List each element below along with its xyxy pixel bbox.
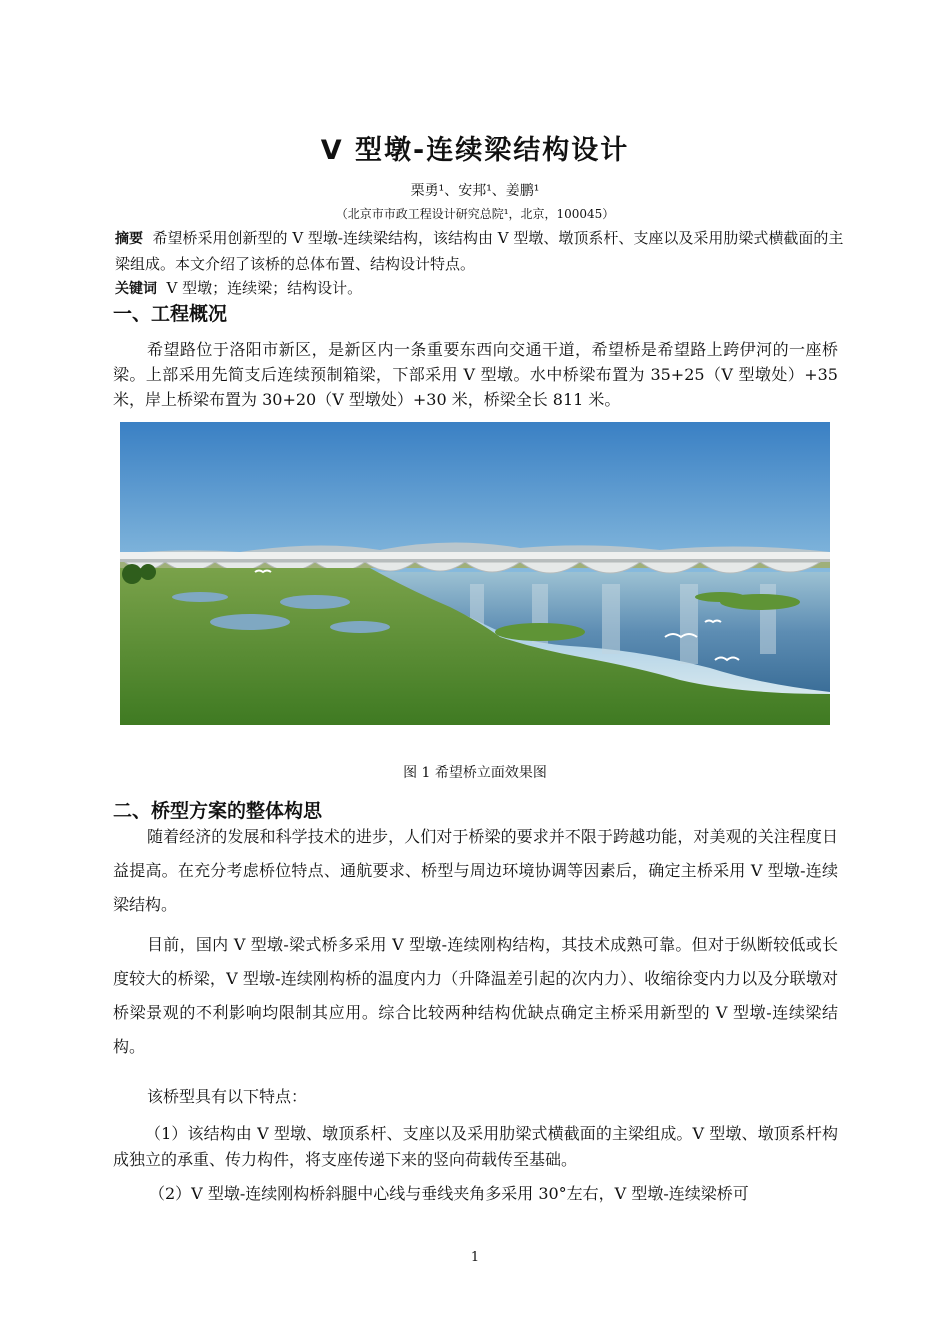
paragraph: 该桥型具有以下特点： — [147, 1087, 308, 1106]
bridge-illustration — [120, 422, 830, 725]
keywords-label: 关键词 — [115, 281, 157, 297]
section-heading-1: 一、工程概况 — [113, 303, 228, 325]
paper-title: V 型墩-连续梁结构设计 — [320, 135, 630, 166]
section-2-body — [113, 820, 838, 1064]
keywords-text: V 型墩；连续梁；结构设计。 — [166, 279, 363, 297]
figure-caption: 图 1 希望桥立面效果图 — [403, 765, 547, 781]
abstract-label: 摘要 — [115, 231, 143, 247]
bridge-rendering-figure — [120, 422, 830, 725]
feature-1 — [113, 1121, 838, 1173]
authors: 栗勇¹、安邦¹、姜鹏¹ — [410, 183, 540, 199]
section-heading-2: 二、桥型方案的整体构思 — [113, 800, 323, 822]
features-intro — [113, 1084, 838, 1109]
paragraph: （1）该结构由 V 型墩、墩顶系杆、支座以及采用肋梁式横截面的主梁组成。V 型墩、墩顶系杆构成独立的承重、传力构件，将支座传递下来的竖向荷载传至基础。 — [113, 1124, 838, 1169]
abstract — [115, 226, 850, 277]
paragraph: （2）V 型墩-连续刚构桥斜腿中心线与垂线夹角多采用 30°左右，V 型墩-连续梁桥可 — [149, 1184, 749, 1203]
page-number: 1 — [470, 1250, 480, 1265]
paragraph: 希望路位于洛阳市新区，是新区内一条重要东西向交通干道，希望桥是希望路上跨伊河的一座桥梁。上部采用先简支后连续预制箱梁，下部采用 V 型墩。水中桥梁布置为 35+25（V 型墩处）+35 米，岸上桥梁布置为 30+20（V 型墩处）+30 米，桥梁全长 811 米。 — [113, 340, 838, 409]
paragraph: 随着经济的发展和科学技术的进步，人们对于桥梁的要求并不限于跨越功能，对美观的关注程度日益提高。在充分考虑桥位特点、通航要求、桥型与周边环境协调等因素后，确定主桥采用 V 型墩-连续梁结构。 — [113, 827, 838, 914]
section-1-body — [113, 337, 838, 412]
abstract-text: 希望桥采用创新型的 V 型墩-连续梁结构，该结构由 V 型墩、墩顶系杆、支座以及采用肋梁式横截面的主梁组成。本文介绍了该桥的总体布置、结构设计特点。 — [115, 229, 844, 273]
affiliation: （北京市市政工程设计研究总院¹，北京，100045） — [335, 207, 615, 221]
paragraph: 目前，国内 V 型墩-梁式桥多采用 V 型墩-连续刚构结构，其技术成熟可靠。但对于纵断较低或长度较大的桥梁，V 型墩-连续刚构桥的温度内力（升降温差引起的次内力）、收缩徐变内力以及分联墩对桥梁景观的不利影响均限制其应用。综合比较两种结构优缺点确定主桥采用新型的 V 型墩-连续梁结构。 — [113, 935, 838, 1056]
feature-2 — [113, 1181, 838, 1207]
